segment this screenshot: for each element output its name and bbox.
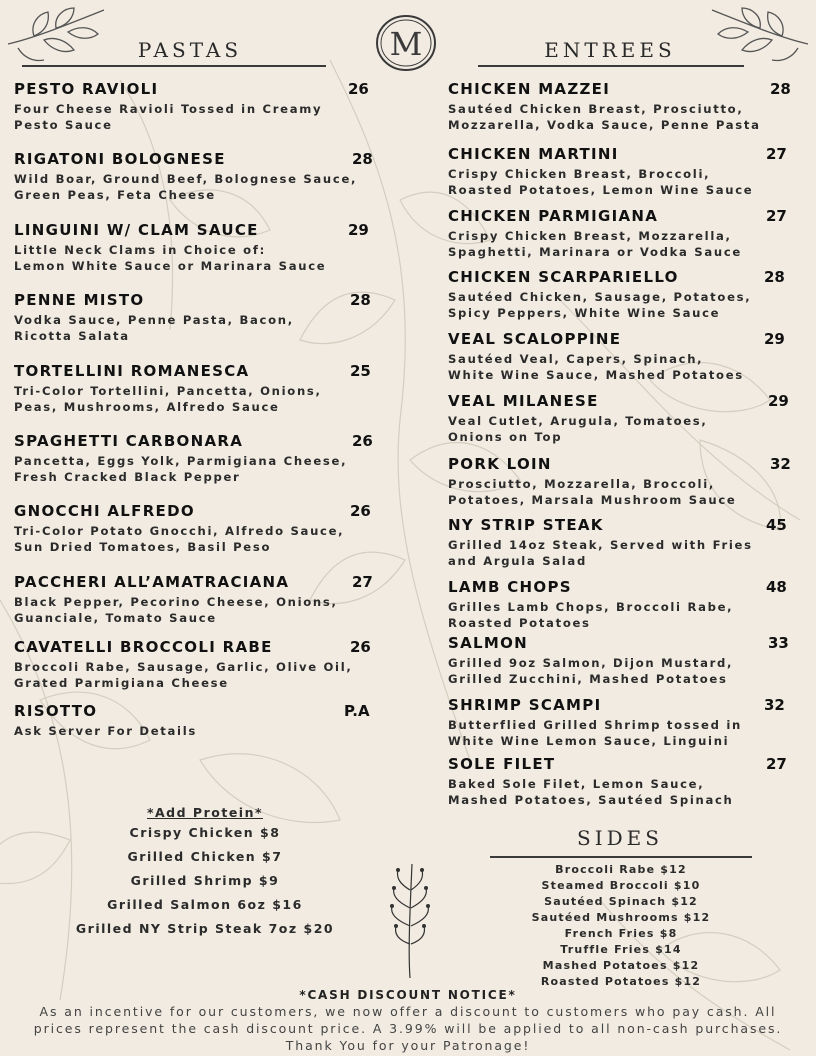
entrees-divider <box>478 65 744 67</box>
item-price: 27 <box>766 145 787 163</box>
item-description <box>448 776 734 808</box>
description-line: Mashed Potatoes, Sautéed Spinach <box>448 793 734 807</box>
item-price: 28 <box>770 80 791 98</box>
description-line: Sun Dried Tomatoes, Basil Peso <box>14 540 272 554</box>
pastas-heading: PASTAS <box>137 38 243 62</box>
description-line: Grilles Lamb Chops, Broccoli Rabe, <box>448 600 734 614</box>
description-line: Veal Cutlet, Arugula, Tomatoes, <box>448 414 708 428</box>
item-price: 26 <box>350 502 371 520</box>
description-line: Grilled 14oz Steak, Served with Fries <box>448 538 753 552</box>
description-line: Black Pepper, Pecorino Cheese, Onions, <box>14 595 338 609</box>
description-line: Crispy Chicken Breast, Broccoli, <box>448 167 711 181</box>
item-name: PESTO RAVIOLI <box>14 80 159 98</box>
item-price: 32 <box>770 455 791 473</box>
description-line: Spicy Peppers, White Wine Sauce <box>448 306 721 320</box>
item-price: P.A <box>344 702 370 720</box>
item-name: PACCHERI ALL’AMATRACIANA <box>14 573 290 591</box>
item-description <box>448 717 742 749</box>
description-line: White Wine Lemon Sauce, Linguini <box>448 734 730 748</box>
corner-leaf-icon <box>708 4 812 68</box>
description-line: Four Cheese Ravioli Tossed in Creamy <box>14 102 323 116</box>
description-line: Grated Parmigiana Cheese <box>14 676 229 690</box>
item-name: LINGUINI W/ CLAM SAUCE <box>14 221 259 239</box>
item-description <box>448 289 751 321</box>
description-line: Peas, Mushrooms, Alfredo Sauce <box>14 400 280 414</box>
item-description <box>14 594 338 626</box>
item-price: 28 <box>350 291 371 309</box>
item-name: LAMB CHOPS <box>448 578 572 596</box>
item-name: CAVATELLI BROCCOLI RABE <box>14 638 273 656</box>
item-description <box>14 453 347 485</box>
item-price: 32 <box>764 696 785 714</box>
description-line: Little Neck Clams in Choice of: <box>14 243 266 257</box>
item-description <box>448 166 753 198</box>
notice-line: Thank You for your Patronage! <box>285 1038 531 1053</box>
protein-option: Grilled Chicken $7 <box>127 849 283 864</box>
description-line: Sautéed Chicken Breast, Prosciutto, <box>448 102 744 116</box>
item-price: 26 <box>348 80 369 98</box>
item-name: RISOTTO <box>14 702 98 720</box>
item-description <box>448 413 708 445</box>
description-line: Wild Boar, Ground Beef, Bolognese Sauce, <box>14 172 358 186</box>
item-description <box>448 476 736 508</box>
item-description <box>14 383 322 415</box>
cash-discount-text <box>14 1003 802 1054</box>
cash-discount-heading: *CASH DISCOUNT NOTICE* <box>299 988 517 1002</box>
item-description <box>448 599 733 631</box>
description-line: Baked Sole Filet, Lemon Sauce, <box>448 777 705 791</box>
item-price: 27 <box>766 207 787 225</box>
side-item: Sautéed Mushrooms $12 <box>531 911 711 924</box>
item-price: 33 <box>768 634 789 652</box>
item-name: RIGATONI BOLOGNESE <box>14 150 226 168</box>
item-name: CHICKEN MARTINI <box>448 145 619 163</box>
item-description <box>448 101 761 133</box>
item-name: SALMON <box>448 634 529 652</box>
item-description <box>14 101 322 133</box>
item-name: SHRIMP SCAMPI <box>448 696 602 714</box>
side-item: French Fries $8 <box>564 927 678 940</box>
description-line: Sautéed Veal, Capers, Spinach, <box>448 352 704 366</box>
description-line: Ask Server For Details <box>14 724 197 738</box>
description-line: Pesto Sauce <box>14 118 113 132</box>
item-name: CHICKEN PARMIGIANA <box>448 207 659 225</box>
item-price: 48 <box>766 578 787 596</box>
description-line: Mozzarella, Vodka Sauce, Penne Pasta <box>448 118 761 132</box>
item-price: 27 <box>352 573 373 591</box>
pastas-divider <box>22 65 326 67</box>
item-price: 26 <box>352 432 373 450</box>
description-line: Sautéed Chicken, Sausage, Potatoes, <box>448 290 752 304</box>
description-line: Tri-Color Tortellini, Pancetta, Onions, <box>14 384 322 398</box>
description-line: Ricotta Salata <box>14 329 130 343</box>
add-protein-heading: *Add Protein* <box>146 805 264 820</box>
description-line: Butterflied Grilled Shrimp tossed in <box>448 718 742 732</box>
item-description <box>14 523 344 555</box>
item-price: 45 <box>766 516 787 534</box>
side-item: Steamed Broccoli $10 <box>541 879 701 892</box>
description-line: Tri-Color Potato Gnocchi, Alfredo Sauce, <box>14 524 345 538</box>
item-name: VEAL SCALOPPINE <box>448 330 622 348</box>
corner-leaf-icon <box>4 4 108 68</box>
protein-option: Grilled NY Strip Steak 7oz $20 <box>75 921 335 936</box>
description-line: Roasted Potatoes, Lemon Wine Sauce <box>448 183 754 197</box>
item-description <box>448 537 753 569</box>
entrees-heading: ENTREES <box>544 38 676 62</box>
item-price: 29 <box>768 392 789 410</box>
notice-line: As an incentive for our customers, we now offer a discount to customers who pay cash. All <box>39 1004 777 1019</box>
item-description <box>448 655 733 687</box>
item-name: SOLE FILET <box>448 755 556 773</box>
description-line: White Wine Sauce, Mashed Potatoes <box>448 368 744 382</box>
description-line: Pancetta, Eggs Yolk, Parmigiana Cheese, <box>14 454 348 468</box>
item-name: CHICKEN MAZZEI <box>448 80 611 98</box>
item-name: PENNE MISTO <box>14 291 145 309</box>
description-line: Lemon White Sauce or Marinara Sauce <box>14 259 327 273</box>
protein-option: Grilled Shrimp $9 <box>130 873 280 888</box>
description-line: Green Peas, Feta Cheese <box>14 188 216 202</box>
notice-line: prices represent the cash discount price. A 3.99% will be applied to all non-cash purchases. <box>33 1021 783 1036</box>
item-name: NY STRIP STEAK <box>448 516 604 534</box>
item-price: 28 <box>764 268 785 286</box>
description-line: Prosciutto, Mozzarella, Broccoli, <box>448 477 715 491</box>
item-name: SPAGHETTI CARBONARA <box>14 432 244 450</box>
side-item: Truffle Fries $14 <box>560 943 682 956</box>
item-description <box>14 723 197 739</box>
side-item: Mashed Potatoes $12 <box>542 959 700 972</box>
side-item: Roasted Potatoes $12 <box>540 975 702 988</box>
description-line: Crispy Chicken Breast, Mozzarella, <box>448 229 732 243</box>
item-name: GNOCCHI ALFREDO <box>14 502 195 520</box>
sprig-icon <box>380 860 440 980</box>
item-name: VEAL MILANESE <box>448 392 599 410</box>
description-line: Potatoes, Marsala Mushroom Sauce <box>448 493 737 507</box>
description-line: Guanciale, Tomato Sauce <box>14 611 217 625</box>
description-line: Onions on Top <box>448 430 563 444</box>
protein-option: Grilled Salmon 6oz $16 <box>107 897 303 912</box>
sides-list <box>490 862 752 990</box>
item-description <box>448 351 744 383</box>
sides-divider <box>490 856 752 858</box>
item-description <box>14 171 357 203</box>
item-description <box>14 242 326 274</box>
item-price: 29 <box>764 330 785 348</box>
description-line: Broccoli Rabe, Sausage, Garlic, Olive Oil, <box>14 660 353 674</box>
monogram-logo <box>375 14 437 72</box>
item-name: TORTELLINI ROMANESCA <box>14 362 250 380</box>
item-price: 29 <box>348 221 369 239</box>
item-price: 27 <box>766 755 787 773</box>
description-line: Vodka Sauce, Penne Pasta, Bacon, <box>14 313 294 327</box>
item-price: 26 <box>350 638 371 656</box>
side-item: Sautéed Spinach $12 <box>544 895 698 908</box>
item-price: 25 <box>350 362 371 380</box>
description-line: Roasted Potatoes <box>448 616 591 630</box>
item-name: CHICKEN SCARPARIELLO <box>448 268 679 286</box>
sides-heading: SIDES <box>577 826 663 850</box>
item-description <box>14 312 294 344</box>
protein-option: Crispy Chicken $8 <box>129 825 281 840</box>
description-line: Grilled Zucchini, Mashed Potatoes <box>448 672 728 686</box>
side-item: Broccoli Rabe $12 <box>555 863 687 876</box>
description-line: Spaghetti, Marinara or Vodka Sauce <box>448 245 742 259</box>
description-line: Grilled 9oz Salmon, Dijon Mustard, <box>448 656 734 670</box>
description-line: and Argula Salad <box>448 554 587 568</box>
item-description <box>448 228 742 260</box>
item-price: 28 <box>352 150 373 168</box>
item-description <box>14 659 353 691</box>
svg-text:M: M <box>389 25 423 63</box>
item-name: PORK LOIN <box>448 455 552 473</box>
description-line: Fresh Cracked Black Pepper <box>14 470 241 484</box>
